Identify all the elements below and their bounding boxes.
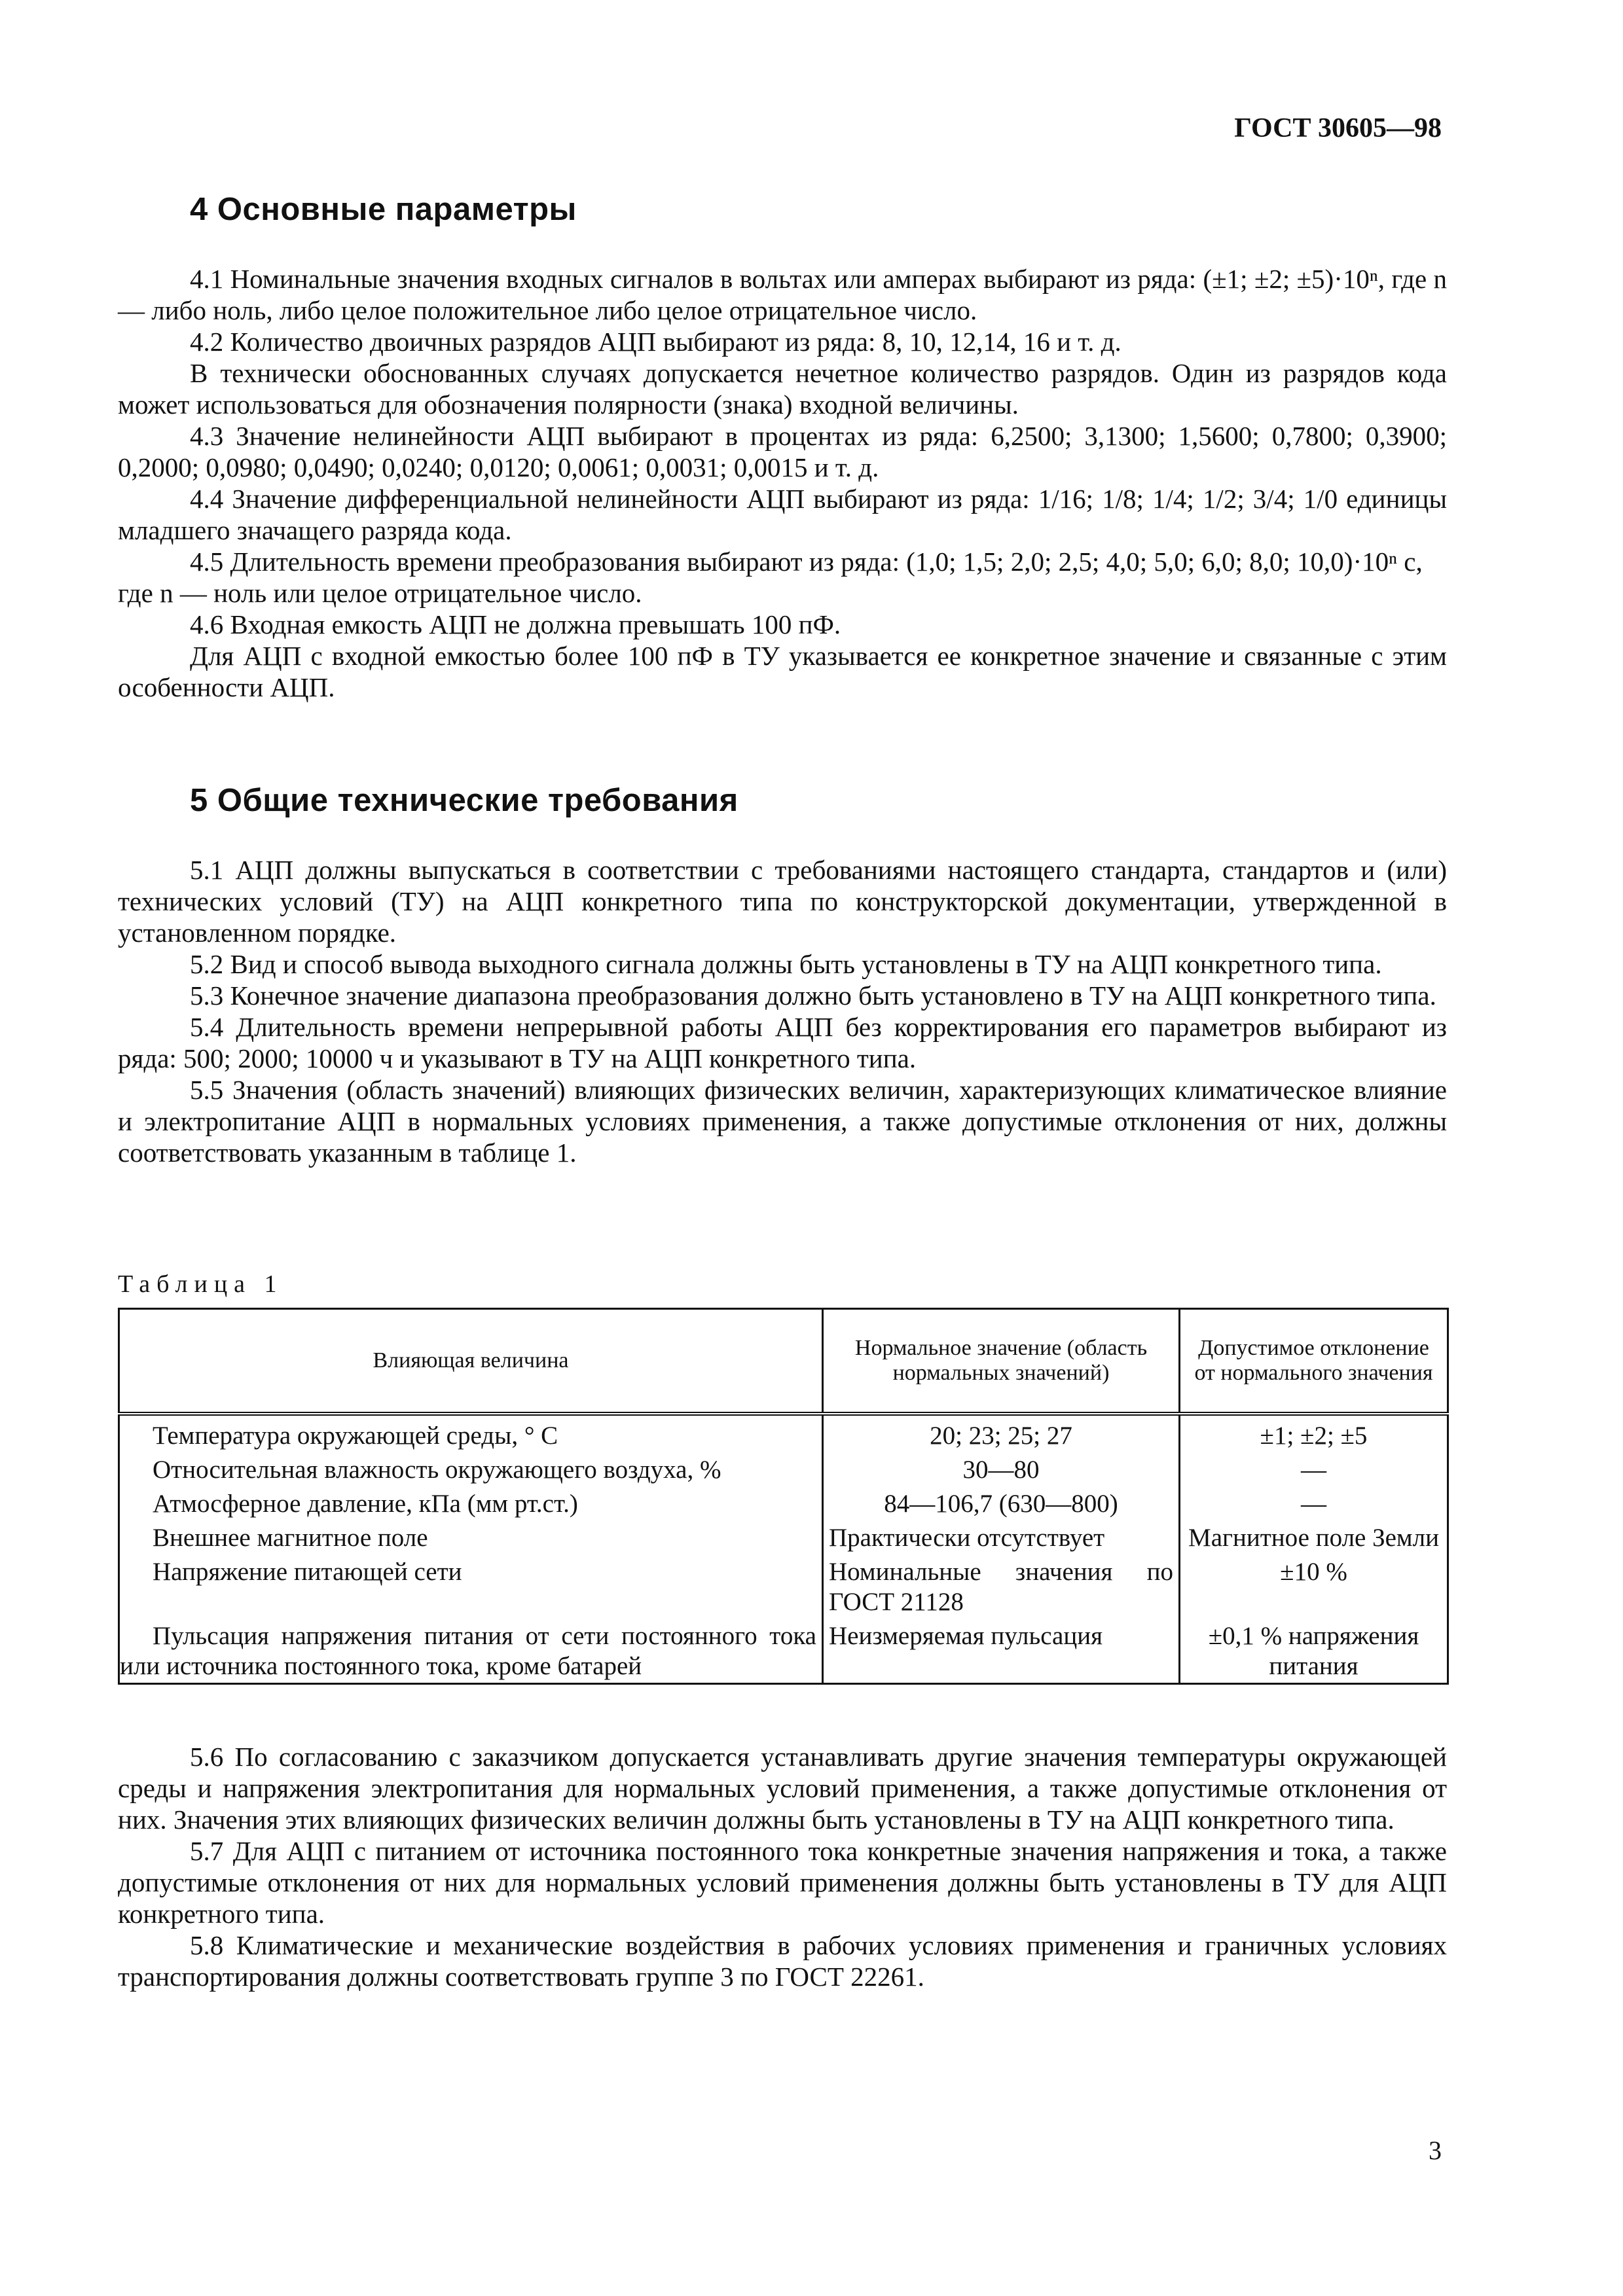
section-5-title: 5 Общие технические требования [190, 783, 739, 818]
paragraph-5-8: 5.8 Климатические и механические воздействия в рабочих условиях применения и граничных условиях транспортирования должны соответствовать группе 3 по ГОСТ 22261. [118, 1930, 1447, 1992]
cell-quantity: Температура окружающей среды, ° С [119, 1414, 823, 1452]
table-1-caption: Таблица 1 [118, 1270, 283, 1298]
paragraph-5-5: 5.5 Значения (область значений) влияющих физических величин, характеризующих климатическое влияние и электропитание АЦП в нормальных условиях применения, а также допустимые отклонения от них, должны соответствовать указанным в таблице 1. [118, 1075, 1447, 1168]
page-number: 3 [1429, 2136, 1442, 2165]
cell-quantity: Пульсация напряжения питания от сети постоянного тока или источника постоянного тока, кроме батарей [119, 1619, 823, 1684]
cell-normal-value: 30—80 [823, 1452, 1180, 1486]
paragraph-4-6: 4.6 Входная емкость АЦП не должна превышать 100 пФ. [190, 609, 841, 639]
paragraph-4-5-where: где n — ноль или целое отрицательное число. [118, 578, 642, 608]
table-1-block [118, 1270, 1447, 1685]
paragraph-5-6: 5.6 По согласованию с заказчиком допускается устанавливать другие значения температуры окружающей среды и напряжения электропитания для нормальных условий применения, а также допустимые отклонения от них. Значения этих влияющих физических величин должны быть установлены в ТУ на АЦП конкретного типа. [118, 1742, 1447, 1835]
cell-quantity: Внешнее магнитное поле [119, 1520, 823, 1554]
paragraph-4-5: 4.5 Длительность времени преобразования выбирают из ряда: (1,0; 1,5; 2,0; 2,5; 4,0; 5,0; 6,0; 8,0; 10,0)·10ⁿ с, [190, 547, 1423, 577]
paragraph-5-7: 5.7 Для АЦП с питанием от источника постоянного тока конкретные значения напряжения и тока, а также допустимые отклонения от них для нормальных условий применения должны быть установлены в ТУ для АЦП конкретного типа. [118, 1836, 1447, 1929]
table-row [119, 1520, 1448, 1554]
paragraph-4-6-note: Для АЦП с входной емкостью более 100 пФ в ТУ указывается ее конкретное значение и связанные с этим особенности АЦП. [118, 641, 1447, 702]
table-row [119, 1619, 1448, 1684]
table-row [119, 1554, 1448, 1619]
cell-deviation: ±1; ±2; ±5 [1180, 1414, 1448, 1452]
paragraph-4-2-note: В технически обоснованных случаях допускается нечетное количество разрядов. Один из разрядов кода может использоваться для обозначения полярности (знака) входной величины. [118, 358, 1447, 420]
section-4 [118, 191, 1447, 703]
paragraph-4-1: 4.1 Номинальные значения входных сигналов в вольтах или амперах выбирают из ряда: (±1; ±2; ±5)·10ⁿ, где n — либо ноль, либо целое положительное либо целое отрицательное число. [118, 264, 1447, 325]
table-row [119, 1452, 1448, 1486]
header-permissible-deviation: Допустимое отклонение от нормального значения [1180, 1309, 1448, 1414]
paragraph-5-1: 5.1 АЦП должны выпускаться в соответствии с требованиями настоящего стандарта, стандартов и (или) технических условий (ТУ) на АЦП конкретного типа по конструкторской документации, утвержденной в установленном порядке. [118, 855, 1447, 948]
cell-normal-value: Практически отсутствует [823, 1520, 1180, 1554]
paragraph-5-3: 5.3 Конечное значение диапазона преобразования должно быть установлено в ТУ на АЦП конкретного типа. [190, 980, 1436, 1011]
cell-normal-value: Неизмеряемая пульсация [823, 1619, 1180, 1684]
cell-quantity: Напряжение питающей сети [119, 1554, 823, 1619]
paragraph-5-4: 5.4 Длительность времени непрерывной работы АЦП без корректирования его параметров выбирают из ряда: 500; 2000; 10000 ч и указывают в ТУ на АЦП конкретного типа. [118, 1012, 1447, 1073]
section-5-continued [118, 1741, 1447, 1992]
cell-normal-value: 20; 23; 25; 27 [823, 1414, 1180, 1452]
paragraph-4-4: 4.4 Значение дифференциальной нелинейности АЦП выбирают из ряда: 1/16; 1/8; 1/4; 1/2; 3/4; 1/0 единицы младшего значащего разряда кода. [118, 484, 1447, 545]
cell-deviation: Магнитное поле Земли [1180, 1520, 1448, 1554]
doc-code-header: ГОСТ 30605—98 [1234, 113, 1442, 143]
paragraph-4-3: 4.3 Значение нелинейности АЦП выбирают в процентах из ряда: 6,2500; 3,1300; 1,5600; 0,7800; 0,3900; 0,2000; 0,0980; 0,0490; 0,0240; 0,0120; 0,0061; 0,0031; 0,0015 и т. д. [118, 421, 1447, 482]
paragraph-4-2: 4.2 Количество двоичных разрядов АЦП выбирают из ряда: 8, 10, 12,14, 16 и т. д. [190, 327, 1122, 357]
section-4-title: 4 Основные параметры [190, 192, 577, 227]
cell-deviation: ±10 % [1180, 1554, 1448, 1619]
cell-deviation: — [1180, 1452, 1448, 1486]
cell-quantity: Относительная влажность окружающего воздуха, % [119, 1452, 823, 1486]
table-row [119, 1414, 1448, 1452]
header-normal-value: Нормальное значение (область нормальных значений) [823, 1309, 1180, 1414]
cell-deviation: — [1180, 1486, 1448, 1520]
table-header-row [119, 1309, 1448, 1414]
header-influencing-quantity: Влияющая величина [119, 1309, 823, 1414]
table-row [119, 1486, 1448, 1520]
paragraph-5-2: 5.2 Вид и способ вывода выходного сигнала должны быть установлены в ТУ на АЦП конкретного типа. [190, 949, 1382, 979]
table-1 [118, 1308, 1449, 1685]
cell-quantity: Атмосферное давление, кПа (мм рт.ст.) [119, 1486, 823, 1520]
section-5 [118, 782, 1447, 1168]
cell-normal-value: 84—106,7 (630—800) [823, 1486, 1180, 1520]
cell-deviation: ±0,1 % напряжения питания [1180, 1619, 1448, 1684]
cell-normal-value: Номинальные значения по ГОСТ 21128 [823, 1554, 1180, 1619]
